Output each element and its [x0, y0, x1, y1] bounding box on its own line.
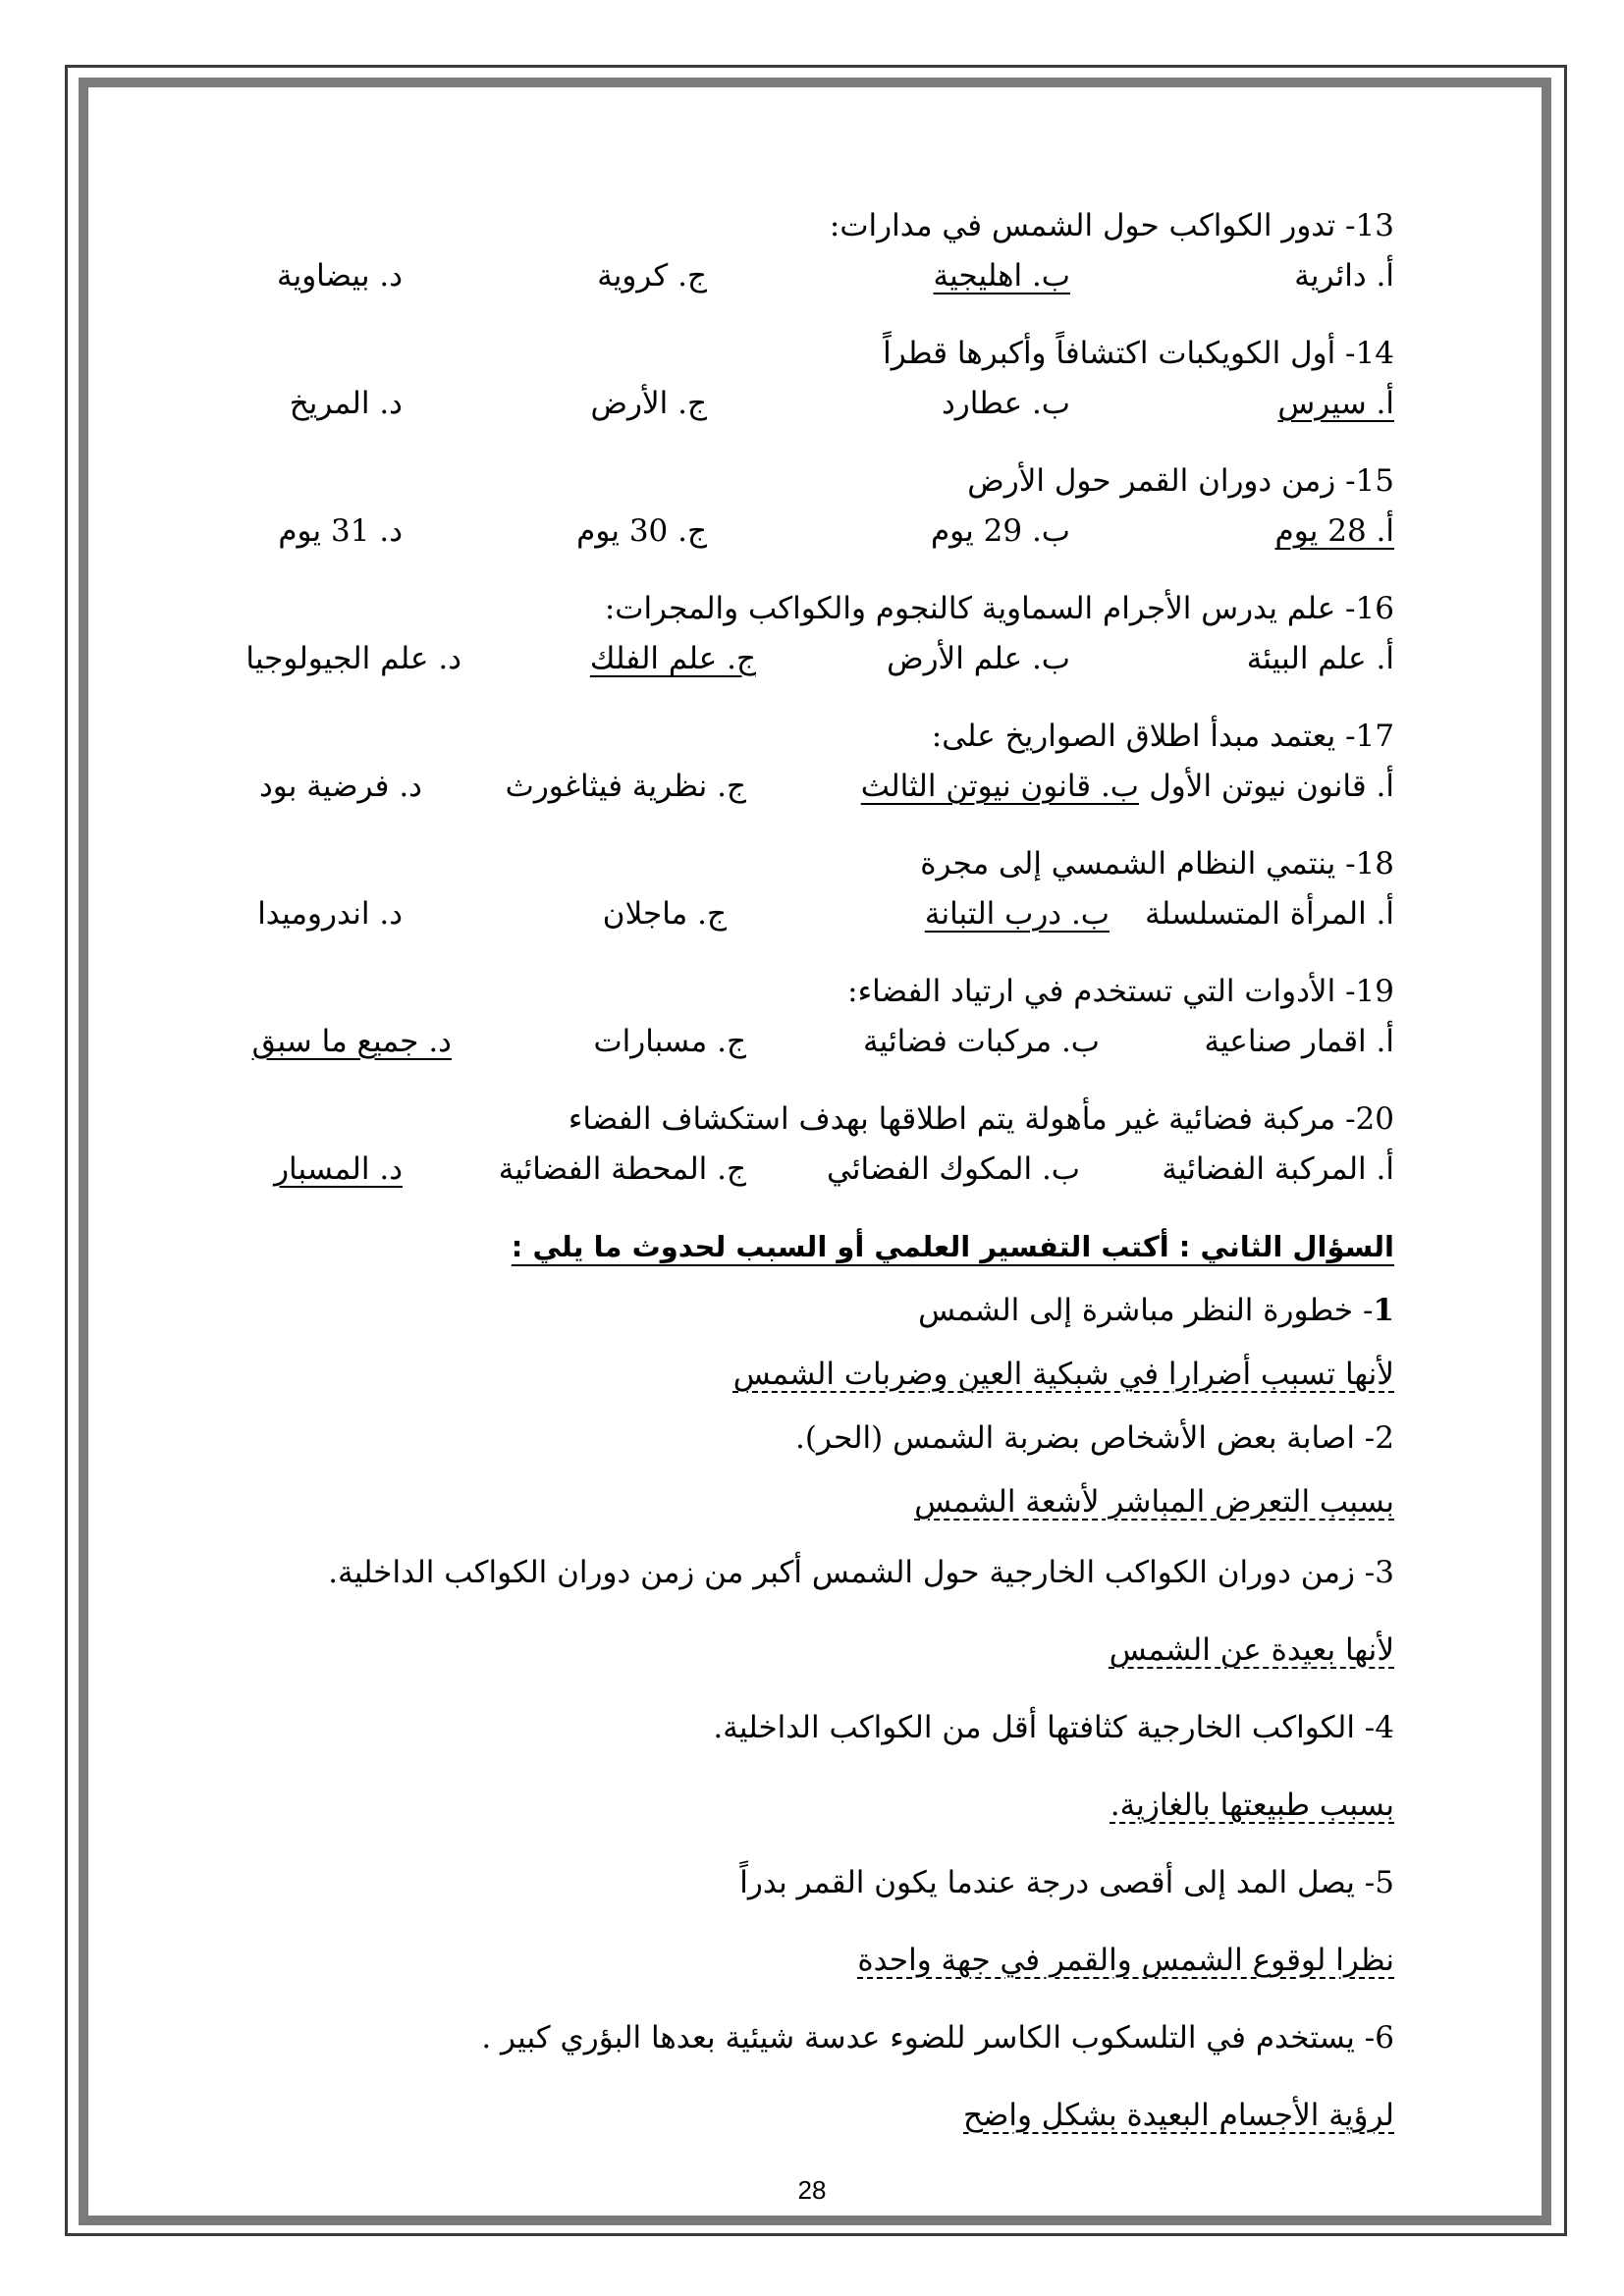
option-a-answer: أ. سيرس — [1277, 386, 1394, 421]
item-text: - الكواكب الخارجية كثافتها أقل من الكواكب الداخلية. — [713, 1710, 1376, 1745]
option-c: ج. مسبارات — [593, 1024, 746, 1059]
section-2-title: السؤال الثاني : أكتب التفسير العلمي أو السبب لحدوث ما يلي : — [511, 1230, 1394, 1263]
item-number: 2 — [1375, 1420, 1394, 1456]
option-c: ج. كروية — [597, 258, 707, 294]
options-16 — [236, 641, 1394, 705]
option-d: د. علم الجيولوجيا — [245, 641, 461, 676]
reason-answer-6 — [236, 2077, 1394, 2155]
option-c: ج. الأرض — [590, 386, 707, 421]
option-a: أ. المرأة المتسلسلة — [1145, 896, 1394, 932]
reason-item-5 — [236, 1844, 1394, 1922]
option-a: أ. علم البيئة — [1246, 641, 1394, 676]
question-19: 19- الأدوات التي تستخدم في ارتياد الفضاء: — [847, 974, 1394, 1009]
option-d-answer: د. المسبار — [274, 1151, 403, 1187]
item-number: 3 — [1375, 1555, 1394, 1590]
option-c: ج. المحطة الفضائية — [498, 1151, 746, 1187]
item-text: - اصابة بعض الأشخاص بضربة الشمس (الحر). — [795, 1420, 1376, 1456]
option-d-answer: د. جميع ما سبق — [251, 1024, 452, 1059]
option-b: ب. عطارد — [941, 386, 1070, 421]
reason-item-1 — [236, 1279, 1394, 1343]
reason-answer-3 — [236, 1612, 1394, 1689]
option-d: د. 31 يوم — [278, 513, 403, 549]
reason-item-6 — [236, 2000, 1394, 2077]
option-a: أ. المركبة الفضائية — [1162, 1151, 1394, 1187]
answer-text: لأنها تسبب أضرارا في شبكية العين وضربات الشمس — [732, 1357, 1394, 1392]
reason-item-4 — [236, 1689, 1394, 1767]
question-15: 15- زمن دوران القمر حول الأرض — [967, 463, 1394, 499]
reason-answer-4 — [236, 1767, 1394, 1844]
option-a: أ. قانون نيوتن الأول — [1149, 769, 1394, 804]
reason-answer-5 — [236, 1922, 1394, 2000]
question-20: 20- مركبة فضائية غير مأهولة يتم اطلاقها بهدف استكشاف الفضاء — [568, 1101, 1394, 1137]
page-number: 28 — [797, 2175, 827, 2205]
item-number: 5 — [1375, 1865, 1394, 1900]
option-a: أ. دائرية — [1294, 258, 1394, 294]
item-number: 4 — [1375, 1710, 1394, 1745]
item-text: - زمن دوران الكواكب الخارجية حول الشمس أكبر من زمن دوران الكواكب الداخلية. — [328, 1555, 1376, 1590]
question-16: 16- علم يدرس الأجرام السماوية كالنجوم والكواكب والمجرات: — [604, 591, 1394, 626]
answer-text: لرؤية الأجسام البعيدة بشكل واضح — [963, 2098, 1394, 2133]
option-b: ب. 29 يوم — [930, 513, 1070, 549]
options-13 — [236, 258, 1394, 322]
option-d: د. المريخ — [289, 386, 403, 421]
option-a-answer: أ. 28 يوم — [1274, 513, 1394, 549]
option-b: ب. المكوك الفضائي — [827, 1151, 1080, 1187]
option-a: أ. اقمار صناعية — [1204, 1024, 1394, 1059]
option-b-answer: ب. اهليجية — [933, 258, 1070, 294]
options-19 — [236, 1024, 1394, 1088]
option-d: د. بيضاوية — [276, 258, 403, 294]
item-number: 1 — [1373, 1293, 1394, 1328]
section-2-heading — [236, 1215, 1394, 1279]
reason-answer-1 — [236, 1343, 1394, 1407]
answer-text: لأنها بعيدة عن الشمس — [1109, 1632, 1394, 1668]
option-c: ج. 30 يوم — [576, 513, 707, 549]
options-17 — [236, 769, 1394, 832]
answer-text: بسبب التعرض المباشر لأشعة الشمس — [914, 1484, 1394, 1520]
answer-text: نظرا لوقوع الشمس والقمر في جهة واحدة — [857, 1943, 1394, 1978]
question-14: 14- أول الكويكبات اكتشافاً وأكبرها قطراً — [883, 336, 1394, 371]
item-number: 6 — [1375, 2020, 1394, 2056]
option-d: د. فرضية بود — [258, 769, 422, 804]
reason-item-2 — [236, 1407, 1394, 1470]
reason-answer-2 — [236, 1470, 1394, 1534]
options-18 — [236, 896, 1394, 960]
question-17: 17- يعتمد مبدأ اطلاق الصواريخ على: — [931, 719, 1394, 754]
item-text: - خطورة النظر مباشرة إلى الشمس — [918, 1293, 1374, 1328]
question-18: 18- ينتمي النظام الشمسي إلى مجرة — [920, 846, 1394, 881]
option-b: ب. علم الأرض — [887, 641, 1070, 676]
options-20 — [236, 1151, 1394, 1215]
reason-item-3 — [236, 1534, 1394, 1612]
item-text: - يستخدم في التلسكوب الكاسر للضوء عدسة شيئية بعدها البؤري كبير . — [481, 2020, 1376, 2056]
option-b: ب. مركبات فضائية — [863, 1024, 1100, 1059]
item-text: - يصل المد إلى أقصى درجة عندما يكون القمر بدراً — [739, 1865, 1376, 1900]
option-c: ج. ماجلان — [602, 896, 727, 932]
option-b-answer: ب. درب التبانة — [924, 896, 1110, 932]
option-b-answer: ب. قانون نيوتن الثالث — [860, 769, 1139, 804]
option-c: ج. نظرية فيثاغورث — [505, 769, 746, 804]
options-15 — [236, 513, 1394, 577]
worksheet-content — [236, 194, 1394, 2155]
answer-text: بسبب طبيعتها بالغازية. — [1110, 1788, 1394, 1823]
option-c-answer: ج. علم الفلك — [589, 641, 756, 676]
options-14 — [236, 386, 1394, 450]
option-d: د. اندروميدا — [257, 896, 403, 932]
question-13: 13- تدور الكواكب حول الشمس في مدارات: — [829, 208, 1394, 243]
